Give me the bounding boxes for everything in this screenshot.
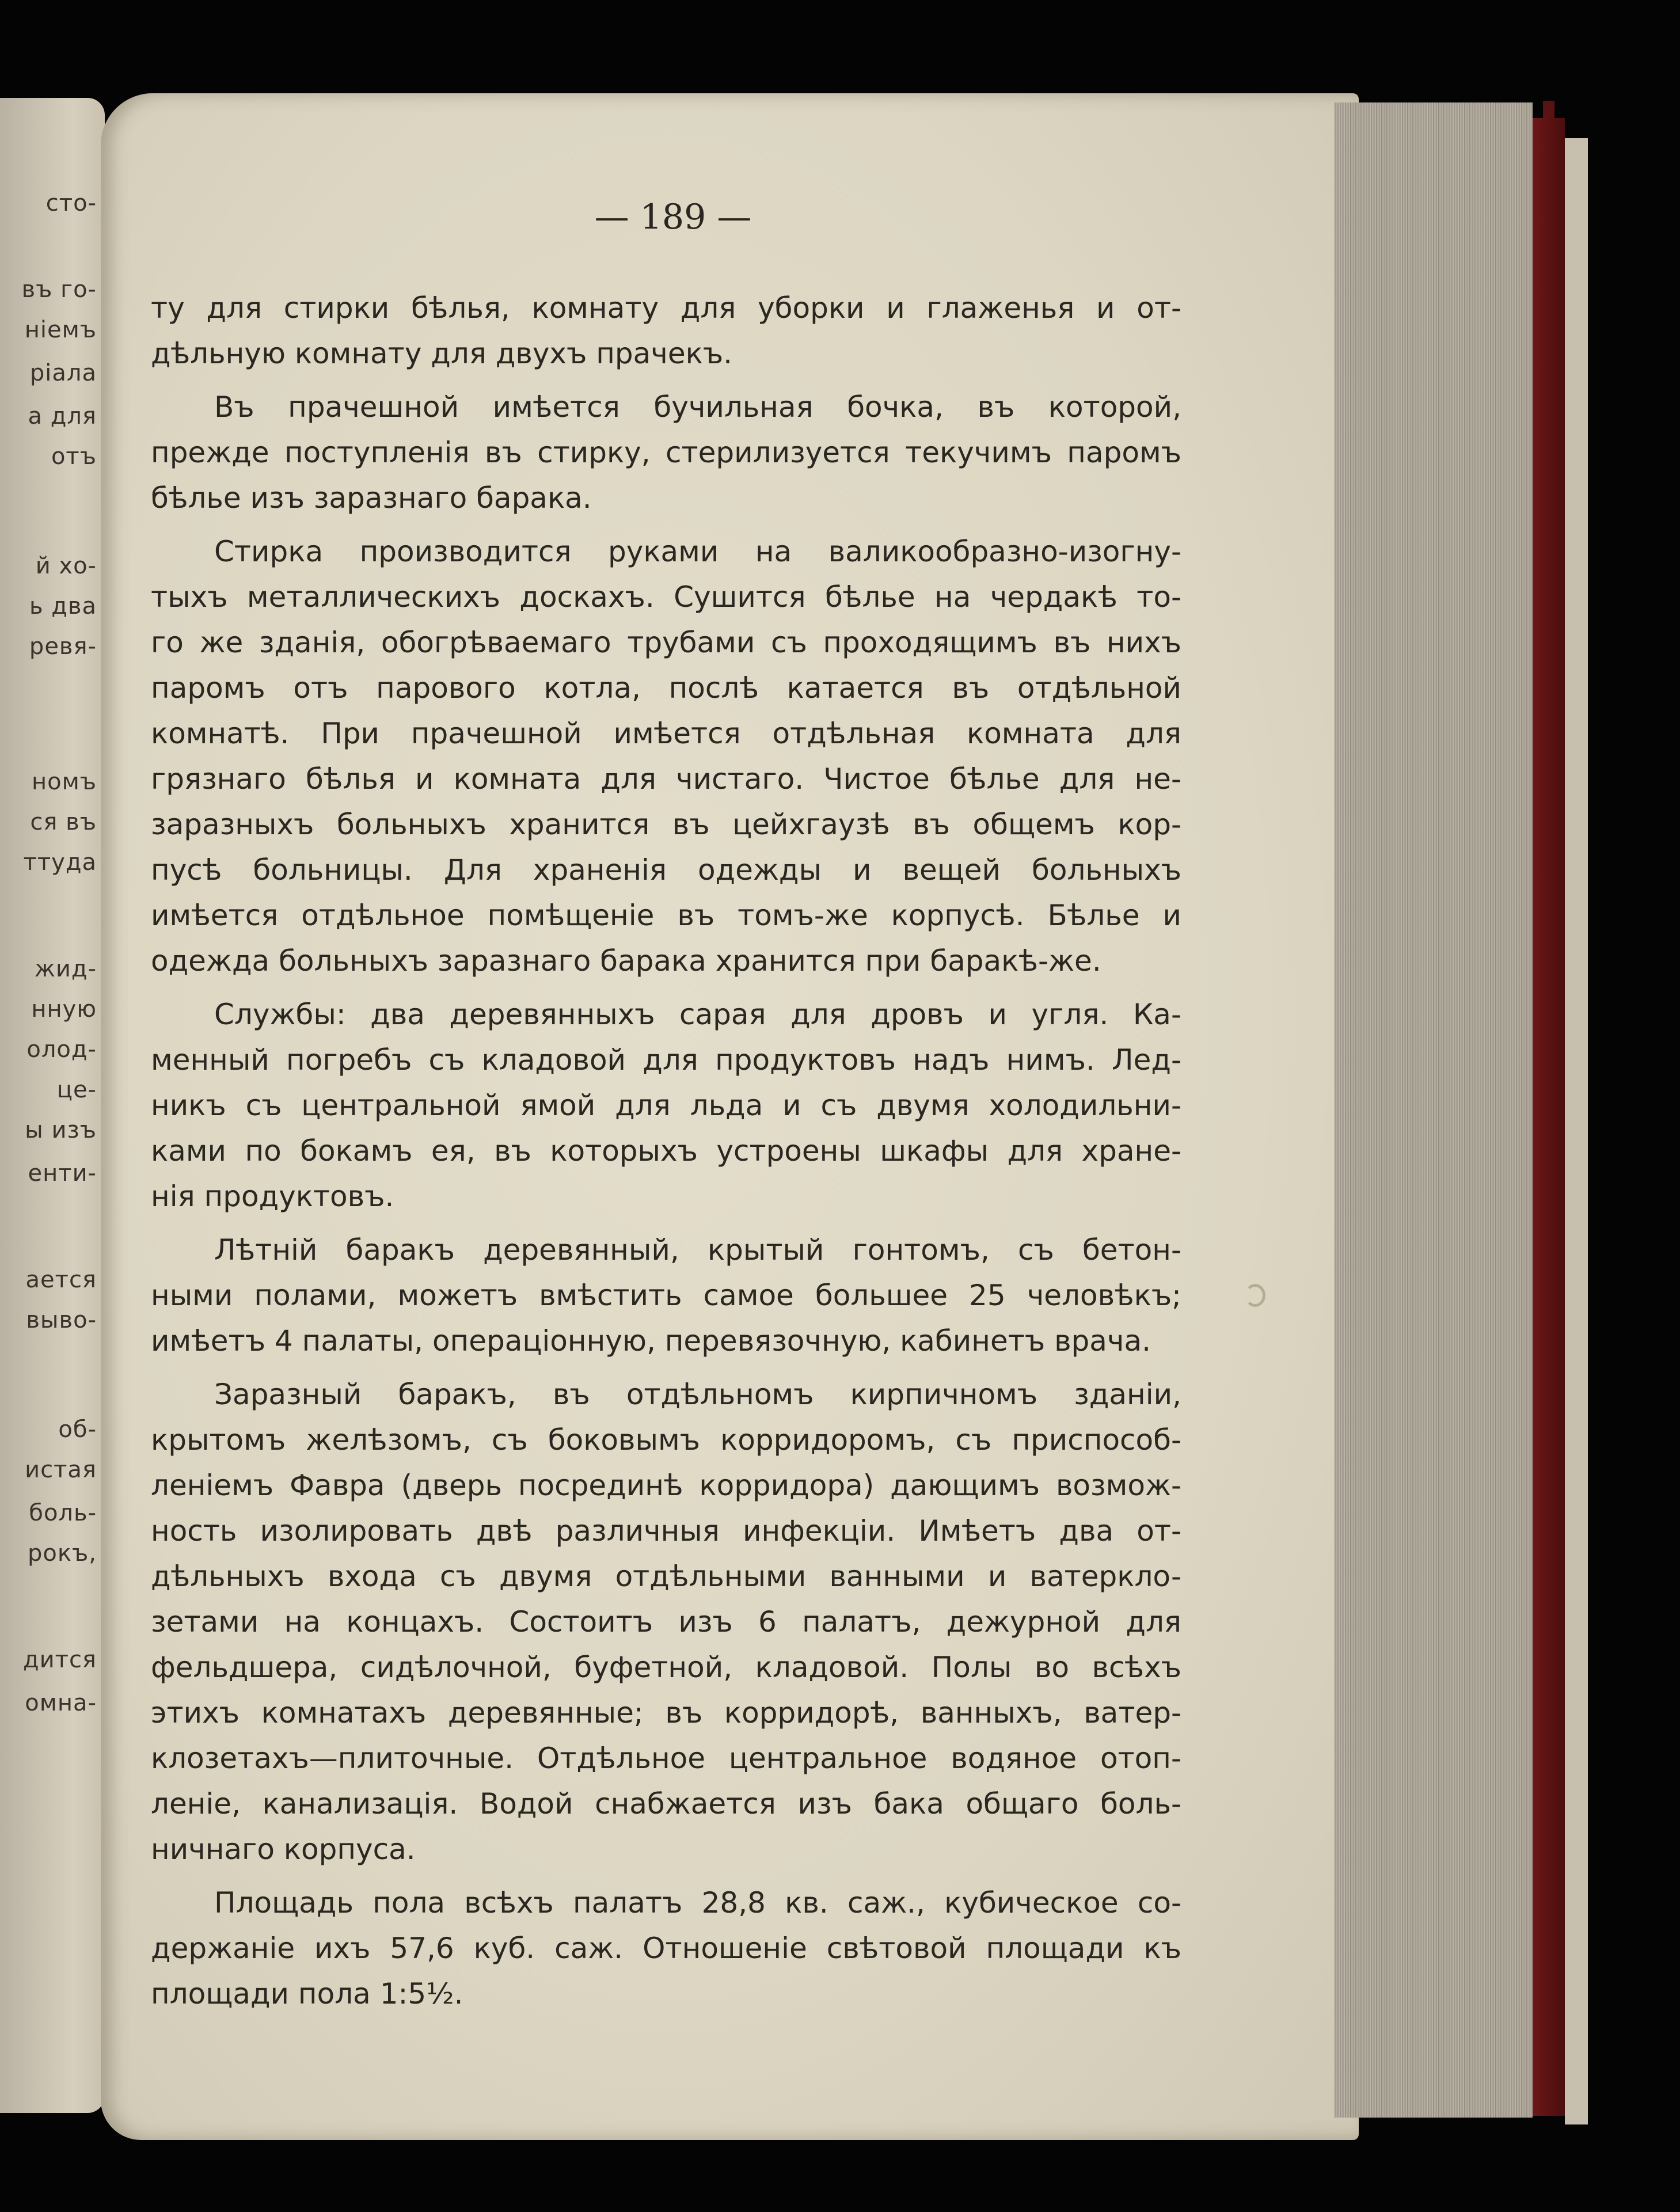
left-page-text-fragment: й хо- bbox=[35, 553, 97, 579]
left-page-text-fragment: ается bbox=[25, 1267, 97, 1293]
text-line: площади пола 1:5½. bbox=[151, 1977, 463, 2010]
text-line: леніе, канализація. Водой снабжается изъ бака общаго боль- bbox=[151, 1787, 1181, 1820]
left-page-text-fragment: ріала bbox=[29, 360, 97, 386]
text-line: этихъ комнатахъ деревянные; въ корридорѣ, ванныхъ, ватер- bbox=[151, 1696, 1181, 1730]
left-page-text-fragment: ттуда bbox=[23, 849, 97, 876]
text-line: держаніе ихъ 57,6 куб. саж. Отношеніе свѣтовой площади къ bbox=[151, 1932, 1181, 1965]
left-page-text-fragment: це- bbox=[56, 1077, 97, 1103]
text-line: заразныхъ больныхъ хранится въ цейхгаузѣ въ общемъ кор- bbox=[151, 808, 1181, 841]
paragraph bbox=[151, 1227, 1181, 1364]
text-line: Стирка производится руками на валикообразно-изогну- bbox=[214, 535, 1181, 568]
text-line: ками по бокамъ ея, въ которыхъ устроены шкафы для хране- bbox=[151, 1134, 1181, 1168]
left-page-text-fragment: дится bbox=[22, 1647, 97, 1673]
left-page-text-fragment: а для bbox=[28, 403, 97, 430]
left-page-text-fragment: ревя- bbox=[29, 633, 97, 660]
left-page-text-fragment: жид- bbox=[34, 956, 97, 982]
text-line: ничнаго корпуса. bbox=[151, 1833, 416, 1866]
left-page-text-fragment: олод- bbox=[26, 1036, 97, 1063]
text-line: клозетахъ—плиточные. Отдѣльное центральное водяное отоп- bbox=[151, 1742, 1181, 1775]
text-line: ность изолировать двѣ различныя инфекціи. Имѣетъ два от- bbox=[151, 1514, 1181, 1548]
page-body-text bbox=[151, 286, 1181, 2025]
left-page-text-fragment: выво- bbox=[26, 1307, 97, 1333]
left-page-text-fragment: ся въ bbox=[30, 809, 97, 835]
left-page-text-fragment: номъ bbox=[31, 769, 97, 795]
paragraph bbox=[151, 385, 1181, 521]
text-line: леніемъ Фавра (дверь посрединѣ корридора) дающимъ возмож- bbox=[151, 1469, 1181, 1502]
text-line: тыхъ металлическихъ доскахъ. Сушится бѣлье на чердакѣ то- bbox=[151, 580, 1181, 614]
left-page-text-fragment: истая bbox=[25, 1457, 97, 1483]
book-back-cover bbox=[1565, 138, 1588, 2124]
text-line: одежда больныхъ заразнаго барака хранится при баракѣ-же. bbox=[151, 944, 1101, 978]
text-line: Лѣтній баракъ деревянный, крытый гонтомъ, съ бетон- bbox=[214, 1233, 1181, 1267]
previous-page-edge bbox=[0, 98, 105, 2113]
text-line: грязнаго бѣлья и комната для чистаго. Чистое бѣлье для не- bbox=[151, 762, 1181, 796]
text-line: комнатѣ. При прачешной имѣется отдѣльная комната для bbox=[151, 717, 1181, 750]
text-line: дѣльную комнату для двухъ прачекъ. bbox=[151, 337, 733, 370]
book-spine bbox=[1533, 118, 1565, 2116]
paragraph bbox=[151, 529, 1181, 984]
text-line: го же зданія, обогрѣваемаго трубами съ проходящимъ въ нихъ bbox=[151, 626, 1181, 659]
text-line: нія продуктовъ. bbox=[151, 1180, 394, 1213]
left-page-text-fragment: въ го- bbox=[21, 276, 97, 303]
paragraph bbox=[151, 1880, 1181, 2017]
text-line: бѣлье изъ заразнаго барака. bbox=[151, 481, 592, 515]
left-page-text-fragment: енти- bbox=[28, 1160, 97, 1187]
left-page-text-fragment: ы изъ bbox=[25, 1117, 97, 1143]
text-line: фельдшера, сидѣлочной, буфетной, кладовой. Полы во всѣхъ bbox=[151, 1651, 1181, 1684]
text-line: никъ съ центральной ямой для льда и съ двумя холодильни- bbox=[151, 1089, 1181, 1122]
text-line: дѣльныхъ входа съ двумя отдѣльными ванными и ватерклo- bbox=[151, 1560, 1181, 1593]
text-line: Службы: два деревянныхъ сарая для дровъ и угля. Ка- bbox=[214, 998, 1181, 1031]
left-page-text-fragment: отъ bbox=[51, 443, 97, 470]
text-line: ту для стирки бѣлья, комнату для уборки и глаженья и от- bbox=[151, 291, 1181, 325]
text-line: Въ прачешной имѣется бучильная бочка, въ которой, bbox=[214, 390, 1181, 424]
text-line: менный погребъ съ кладовой для продуктовъ надъ нимъ. Лед- bbox=[151, 1043, 1181, 1077]
page-number: — 189 — bbox=[594, 197, 752, 237]
left-page-text-fragment: омна- bbox=[25, 1690, 97, 1716]
paragraph bbox=[151, 286, 1181, 377]
left-page-text-fragment: ь два bbox=[29, 593, 97, 619]
left-page-text-fragment: рокъ, bbox=[28, 1540, 97, 1567]
text-line: зетами на концахъ. Состоитъ изъ 6 палатъ, дежурной для bbox=[151, 1605, 1181, 1639]
text-line: Площадь пола всѣхъ палатъ 28,8 кв. саж., кубическое со- bbox=[214, 1886, 1181, 1920]
left-page-text-fragment: сто- bbox=[45, 190, 97, 216]
text-line: Заразный баракъ, въ отдѣльномъ кирпичномъ зданіи, bbox=[214, 1378, 1181, 1411]
text-line: паромъ отъ парового котла, послѣ катается въ отдѣльной bbox=[151, 671, 1181, 705]
left-page-text-fragment: об- bbox=[58, 1416, 97, 1443]
text-line: имѣется отдѣльное помѣщеніе въ томъ-же корпусѣ. Бѣлье и bbox=[151, 899, 1181, 932]
page-stack-edge bbox=[1335, 102, 1533, 2118]
text-line: ными полами, можетъ вмѣстить самое большее 25 человѣкъ; bbox=[151, 1279, 1181, 1312]
text-line: пусѣ больницы. Для храненія одежды и вещей больныхъ bbox=[151, 853, 1181, 887]
left-page-text-fragment: нную bbox=[31, 996, 97, 1023]
text-line: крытомъ желѣзомъ, съ боковымъ корридоромъ, съ приспособ- bbox=[151, 1423, 1181, 1457]
text-line: имѣетъ 4 палаты, операціонную, перевязочную, кабинетъ врача. bbox=[151, 1324, 1151, 1358]
ink-mark bbox=[1245, 1284, 1265, 1307]
paragraph bbox=[151, 992, 1181, 1219]
text-line: прежде поступленія въ стирку, стерилизуется текучимъ паромъ bbox=[151, 436, 1181, 469]
paragraph bbox=[151, 1372, 1181, 1872]
left-page-text-fragment: боль- bbox=[29, 1500, 97, 1526]
left-page-text-fragment: ніемъ bbox=[24, 317, 97, 343]
